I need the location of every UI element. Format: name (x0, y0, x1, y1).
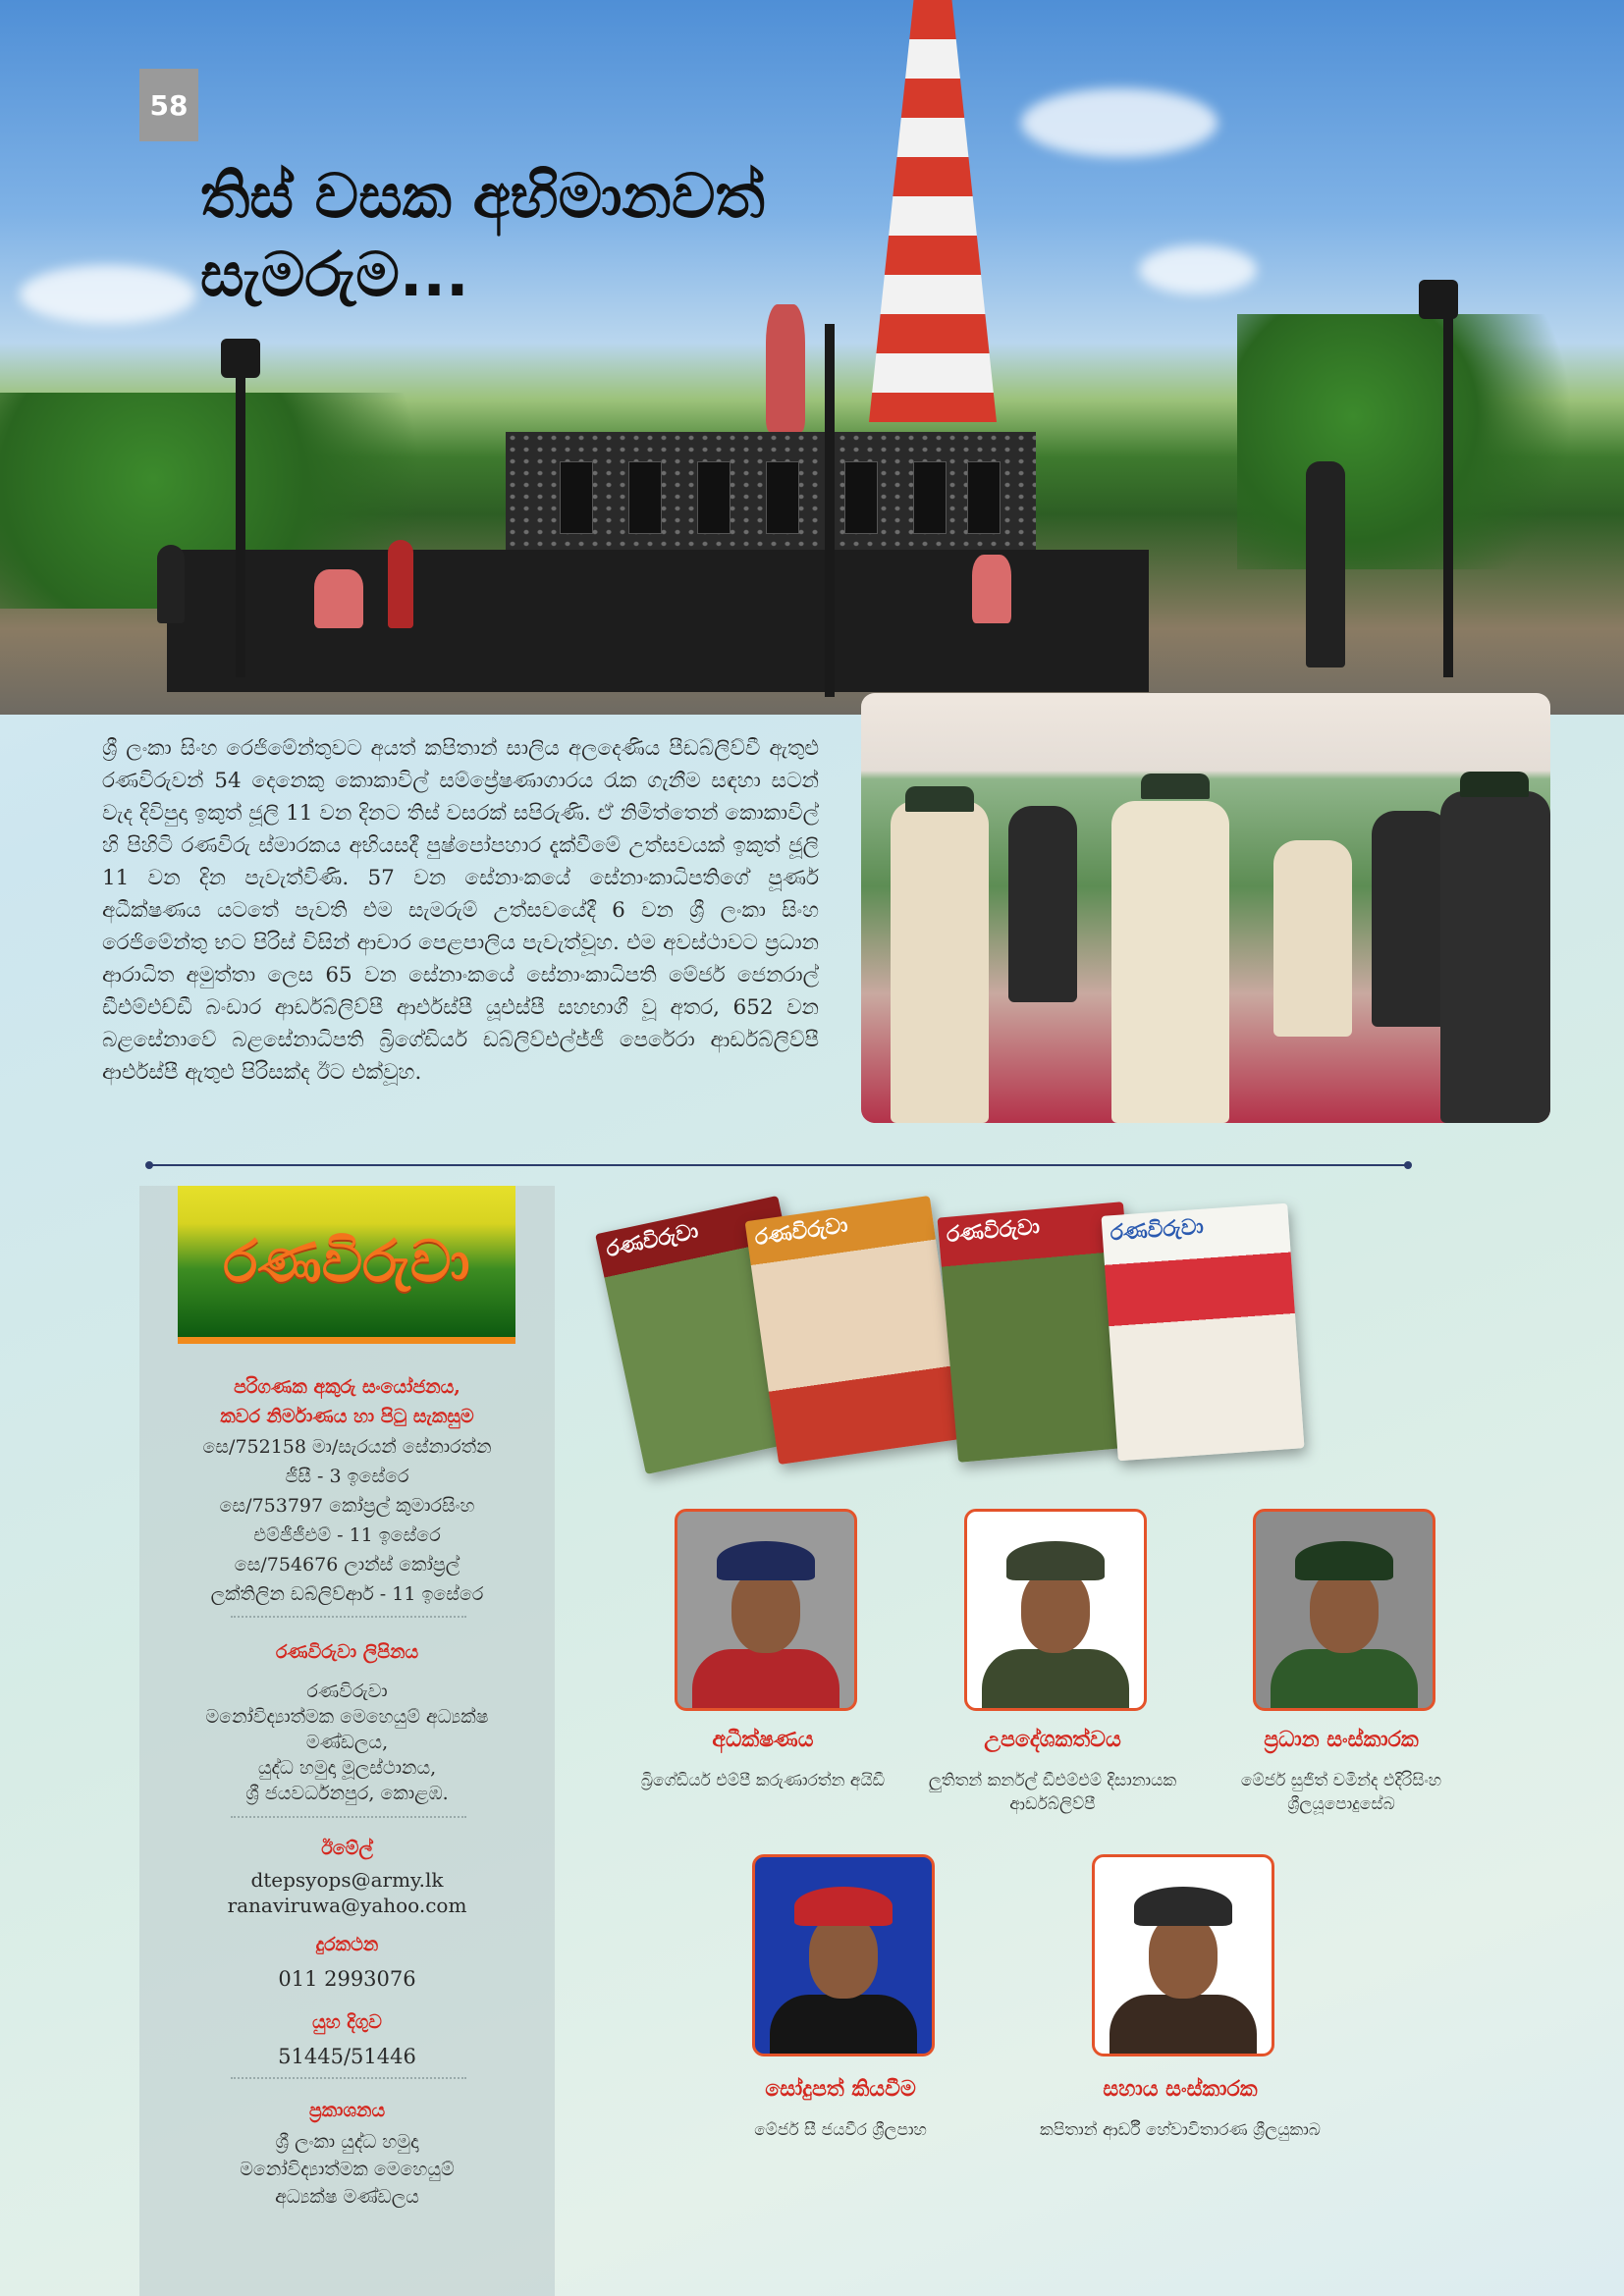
ranaviruwa-logo (178, 1186, 515, 1344)
lamp-head (1419, 280, 1458, 319)
person-name: බ්‍රිගේඩියර් එම්පී කරුණාරත්න අයිඩී (640, 1771, 886, 1790)
statue (766, 304, 805, 432)
credit-line: සෙ/752158 මා/සැරයන් සේනාරත්න (202, 1436, 492, 1458)
officer-cap (1141, 774, 1210, 799)
credit-line: එම්ජීජීඑම් - 11 ඉසේරෙ (253, 1524, 441, 1546)
soldier-figure (157, 545, 185, 623)
role-label: උපදේශකත්වය (984, 1728, 1121, 1752)
officer-figure (1440, 791, 1550, 1123)
person-name: මේජර් සී ජයවීර ශ්‍රීලපාහ (754, 2120, 927, 2140)
dotted-separator (231, 1816, 466, 1818)
address-line: මනෝවිද්‍යාත්මක මෙහෙයුම් අධ්‍යක්ෂ (205, 1706, 489, 1728)
fax-heading: යුහ දිගුව (312, 2011, 382, 2033)
magazine-title: රණවිරුවා (945, 1214, 1042, 1248)
credits-heading: කවර නිර්මාණය හා පිටු සැකසුම (220, 1406, 474, 1427)
address-heading: රණවිරුවා ලිපිනය (275, 1641, 419, 1663)
role-label: සෝදුපත් කියවීම (765, 2077, 916, 2102)
dotted-separator (231, 2077, 466, 2079)
officer-figure (1008, 806, 1077, 1002)
email-address[interactable]: dtepsyops@army.lk (250, 1868, 444, 1892)
magazine-title: රණවිරුවා (604, 1218, 701, 1263)
lion-statue (972, 555, 1011, 623)
lion-statue (314, 569, 363, 628)
lamp-post (825, 324, 835, 697)
cloud (1139, 245, 1257, 294)
magazine-title: රණවිරුවා (1109, 1214, 1205, 1247)
person-name: මේජර් සුජිත් චමින්ද එදිරිසිංහ ශ්‍රීලයූපොදුසේබ (1240, 1771, 1442, 1814)
dotted-separator (231, 1616, 466, 1618)
publisher-line: ශ්‍රී ලංකා යුද්ධ හමුදා (275, 2131, 419, 2153)
magazine-title: රණවිරුවා (753, 1213, 850, 1252)
portrait-advisor (964, 1509, 1147, 1711)
officer-cap (1460, 772, 1529, 797)
phone-number: 011 2993076 (278, 1967, 416, 1991)
page-title (200, 157, 809, 314)
photo-salute-ceremony (861, 693, 1550, 1123)
transmission-tower (869, 0, 997, 422)
portrait-proofreader (752, 1854, 935, 2056)
memorial-wall (506, 432, 1036, 564)
address-line: යුද්ධ හමුදා මූලස්ථානය, (257, 1757, 437, 1779)
role-label: අධීක්ෂණය (712, 1728, 814, 1752)
publisher-line: අධ්‍යක්ෂ මණ්ඩලය (275, 2186, 419, 2208)
email-address[interactable]: ranaviruwa@yahoo.com (227, 1894, 467, 1917)
portrait-assistant-editor (1092, 1854, 1274, 2056)
credits-heading: පරිගණක අකුරු සංයෝජනය, (234, 1376, 460, 1398)
page-number: 58 (139, 69, 198, 141)
hero-photo-memorial (0, 0, 1624, 715)
publisher-heading: ප්‍රකාශනය (308, 2100, 386, 2121)
lamp-head (221, 339, 260, 378)
cloud (1021, 88, 1218, 157)
article-body: ශ්‍රී ලංකා සිංහ රෙජිමේන්තුවට අයත් කපිතාන් සාලිය අලදෙණිය පීඩබ්ලිව්වී ඇතුළු රණවිරුවන් 54 දෙනෙකු කොකාවිල් සම්ප්‍රේෂණාගාරය රැක ගැනීම සඳහා සටන් වැද දිවිපුදා ඉකුත් ජූලි 11 වන දිනට තිස් වසරක් සපිරුණි. ඒ නිමිත්තෙන් කොකාවිල් හි පිහිටි රණවිරු ස්මාරකය අභියසදී පුෂ්පෝපහාර දැක්වීමේ උත්සවයක් ඉකුත් ජූලි 11 වන දින පැවැත්විණි. 57 වන සේනාංකයේ සේනාංකාධිපතිගේ පූර්ණ අධීක්ෂණය යටතේ පැවති එම සැමරුම් උත්සවයේදී 6 වන ශ්‍රී ලංකා සිංහ රෙජිමේන්තු භට පිරිස් විසින් ආචාර පෙළපාලිය පැවැත්වූහ. එම අවස්ථාවට ප්‍රධාන ආරාධිත අමුත්තා ලෙස 65 වන සේනාංකයේ සේනාංකාධිපති මේජර් ජෙනරාල් ඩීඑම්එච්ඩී බංඩාර ආර්ඩබ්ලිව්පී ආර්එස්පී යූඑස්පී සහභාගී වූ අතර, 652 වන බළසේනාවේ බළසේනාධිපති බ්‍රිගේඩියර් ඩබ්ලිව්එල්ජ්ජී පෙරේරා ආර්ඩබ්ලිව්පී ආර්එස්පී ඇතුළු පිරිසක්ද ඊට එක්වූහ. (102, 736, 819, 1085)
credit-line: සෙ/754676 ලාන්ස් කෝප්‍රල් (234, 1554, 460, 1575)
cloud (20, 265, 196, 324)
magazine-cover (745, 1196, 964, 1465)
address-line: මණ්ඩලය, (305, 1732, 389, 1753)
publisher-line: මනෝවිද්‍යාත්මක මෙහෙයුම් (240, 2159, 455, 2180)
fax-number: 51445/51446 (278, 2045, 416, 2068)
title-line-1: තිස් වසක අභිමානවත් (200, 160, 765, 232)
officer-figure (1372, 811, 1450, 1027)
role-label: ප්‍රධාන සංස්කාරක (1264, 1728, 1419, 1752)
credit-line: ජීසී - 3 ඉසේරෙ (285, 1466, 409, 1487)
person-name: ලුතිතන් කර්නල් ඩීඑම්එම් දිසානායක ආර්ඩබ්ලිව්පී (928, 1771, 1177, 1814)
phone-heading: දුරකථන (315, 1934, 379, 1955)
title-line-2: සැමරුම... (200, 239, 469, 310)
officer-figure (1111, 801, 1229, 1123)
lamp-post (1443, 304, 1453, 677)
credit-line: ලක්තිලින ඩබ්ලිව්ආර් - 11 ඉසේරෙ (210, 1583, 484, 1605)
section-divider (149, 1164, 1408, 1166)
credit-line: සෙ/753797 කෝප්‍රල් කුමාරසිංහ (219, 1495, 475, 1517)
officer-cap (905, 786, 974, 812)
portrait-supervisor (675, 1509, 857, 1711)
logo-text: රණවිරුවා (223, 1227, 470, 1295)
soldier-figure (1306, 461, 1345, 667)
lamp-post (236, 363, 245, 677)
officer-figure (1273, 840, 1352, 1037)
portrait-chief-editor (1253, 1509, 1435, 1711)
magazine-cover (1102, 1203, 1305, 1462)
address-line: ශ්‍රී ජයවර්ධනපුර, කොළඹ. (245, 1783, 449, 1804)
person-name: කපිතාන් ආර්ඩී හේවාවිතාරණ ශ්‍රීලයුකාබ (1040, 2120, 1321, 2140)
trees (1237, 314, 1624, 569)
address-line: රණවිරුවා (306, 1681, 388, 1702)
officer-figure (891, 801, 989, 1123)
email-heading: ඊමේල් (321, 1838, 373, 1859)
soldier-figure (388, 540, 413, 628)
role-label: සහාය සංස්කාරක (1103, 2077, 1258, 2102)
